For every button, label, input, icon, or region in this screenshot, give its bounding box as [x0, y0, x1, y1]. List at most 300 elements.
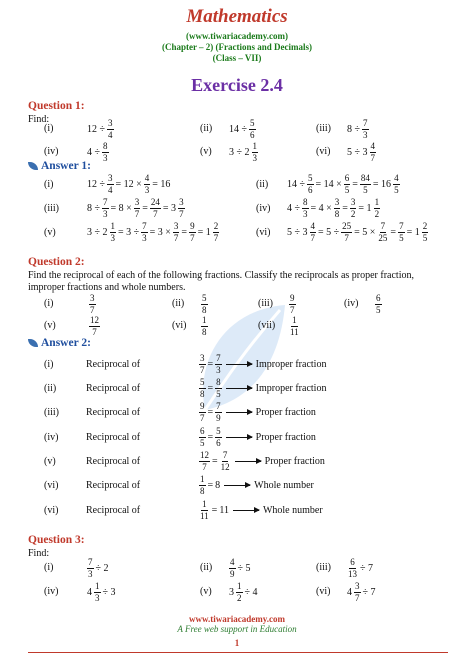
- reciprocal-of-label: Reciprocal of: [86, 456, 141, 467]
- math-text: =: [390, 227, 397, 238]
- denominator: 6: [308, 185, 313, 195]
- fraction: [199, 378, 206, 399]
- denominator: 3: [103, 153, 108, 163]
- numerator: 3: [200, 353, 205, 363]
- math-text: = 3 ÷: [118, 227, 140, 238]
- fraction: [374, 198, 381, 219]
- denominator: 7: [200, 413, 205, 423]
- question-3-heading: Question 3:: [28, 534, 85, 546]
- math-text: =: [342, 203, 348, 214]
- fraction: [215, 354, 222, 375]
- item-label: (iii): [44, 407, 59, 418]
- numerator: 6: [350, 557, 355, 567]
- numerator: 4: [370, 141, 375, 151]
- classification: Whole number: [254, 480, 314, 491]
- website-header: (www.tiwariacademy.com): [186, 31, 288, 41]
- numerator: 8: [216, 377, 221, 387]
- numerator: 3: [90, 293, 95, 303]
- fraction: [199, 475, 206, 496]
- item-label: (i): [44, 298, 54, 309]
- footer-tagline: A Free web support in Education: [177, 624, 297, 634]
- denominator: 7: [200, 365, 205, 375]
- leaf-icon: [28, 162, 38, 170]
- math-text: 4: [87, 587, 92, 598]
- math-expression: [346, 558, 374, 579]
- math-expression: [86, 198, 186, 219]
- footer-divider: [28, 652, 448, 653]
- fraction: [422, 222, 429, 243]
- classification: Whole number: [262, 505, 323, 516]
- item-label: (iii): [44, 203, 59, 214]
- math-text: =: [207, 407, 214, 418]
- numerator: 7: [380, 221, 386, 231]
- item-label: (v): [44, 320, 56, 331]
- reciprocal-of-label: Reciprocal of: [86, 480, 141, 491]
- denominator: 5: [344, 185, 350, 195]
- numerator: 3: [350, 197, 356, 207]
- numerator: 3: [108, 118, 113, 128]
- denominator: 3: [142, 233, 147, 243]
- numerator: 7: [216, 353, 221, 363]
- item-label: (vi): [44, 505, 59, 516]
- numerator: 1: [202, 315, 207, 325]
- denominator: 5: [200, 438, 205, 448]
- item-label: (vi): [44, 480, 59, 491]
- denominator: 7: [213, 233, 219, 243]
- question-3-instruction: Find:: [28, 548, 50, 559]
- math-text: = 3 ×: [149, 227, 171, 238]
- numerator: 4: [310, 221, 315, 231]
- item-label: (i): [44, 179, 54, 190]
- fraction: [178, 198, 185, 219]
- denominator: 13: [348, 569, 357, 579]
- fraction: [110, 222, 117, 243]
- numerator: 7: [222, 450, 228, 460]
- numerator: 25: [342, 221, 352, 231]
- item-label: (vi): [316, 586, 331, 597]
- item-label: (vii): [258, 320, 276, 331]
- item-label: (ii): [44, 383, 57, 394]
- denominator: 7: [179, 209, 184, 219]
- math-text: = 16: [372, 179, 392, 190]
- numerator: 1: [95, 581, 100, 591]
- denominator: 5: [399, 233, 404, 243]
- math-expression: [86, 222, 220, 243]
- fraction: [199, 354, 206, 375]
- denominator: 7: [202, 462, 207, 472]
- fraction: [199, 427, 206, 448]
- item-label: (vi): [172, 320, 187, 331]
- math-expression: [198, 500, 324, 521]
- item-label: (ii): [172, 298, 185, 309]
- math-expression: [286, 198, 381, 219]
- fraction: [310, 222, 317, 243]
- fraction: [107, 119, 114, 140]
- classification: Proper fraction: [255, 407, 316, 418]
- numerator: 3: [355, 581, 360, 591]
- item-label: (v): [200, 586, 212, 597]
- numerator: 7: [216, 401, 221, 411]
- denominator: 8: [200, 486, 205, 496]
- math-text: 5 ÷ 3: [347, 147, 368, 158]
- math-text: ÷ 7: [360, 563, 373, 574]
- denominator: 3: [144, 185, 150, 195]
- numerator: 8: [103, 141, 108, 151]
- math-text: ÷ 2: [95, 563, 109, 574]
- item-label: (iv): [344, 298, 359, 309]
- denominator: 3: [303, 209, 308, 219]
- denominator: 5: [422, 233, 428, 243]
- math-text: 4: [347, 587, 352, 598]
- math-text: =: [207, 432, 214, 443]
- math-expression: [86, 558, 110, 579]
- math-text: =: [207, 359, 214, 370]
- fraction: [141, 222, 148, 243]
- reciprocal-of-label: Reciprocal of: [86, 359, 141, 370]
- arrow-icon: [226, 412, 252, 413]
- arrow-icon: [224, 485, 250, 486]
- numerator: 12: [200, 450, 209, 460]
- numerator: 2: [213, 221, 219, 231]
- fraction: [189, 222, 196, 243]
- math-text: 8 ÷: [347, 124, 360, 135]
- denominator: 7: [310, 233, 315, 243]
- numerator: 3: [179, 197, 184, 207]
- question-1-item: [346, 142, 377, 163]
- math-text: 3: [229, 587, 234, 598]
- math-text: ÷ 4: [244, 587, 258, 598]
- fraction: [150, 198, 161, 219]
- arrow-icon: [233, 510, 259, 511]
- numerator: 1: [292, 315, 297, 325]
- class-header: (Class – VII): [212, 53, 262, 63]
- question-1-item: [228, 142, 259, 163]
- fraction: [215, 378, 222, 399]
- numerator: 4: [230, 557, 235, 567]
- denominator: 4: [108, 185, 113, 195]
- fraction: [201, 294, 208, 315]
- classification: Proper fraction: [255, 432, 316, 443]
- numerator: 1: [110, 221, 115, 231]
- item-label: (ii): [256, 179, 269, 190]
- denominator: 7: [134, 209, 140, 219]
- denominator: 25: [378, 233, 388, 243]
- math-expression: [198, 354, 327, 375]
- math-expression: [286, 174, 401, 195]
- numerator: 6: [376, 293, 381, 303]
- reciprocal-of-label: Reciprocal of: [86, 505, 141, 516]
- item-label: (i): [44, 123, 54, 134]
- numerator: 7: [363, 118, 368, 128]
- item-label: (iv): [256, 203, 271, 214]
- denominator: 3: [110, 233, 115, 243]
- math-text: ÷ 5: [237, 563, 251, 574]
- denominator: 7: [190, 233, 195, 243]
- numerator: 24: [150, 197, 160, 207]
- fraction: [173, 222, 180, 243]
- numerator: 7: [88, 557, 93, 567]
- numerator: 7: [399, 221, 404, 231]
- numerator: 6: [200, 426, 205, 436]
- chapter-header: (Chapter – 2) (Fractions and Decimals): [161, 42, 313, 52]
- math-text: = 12 ×: [115, 179, 142, 190]
- denominator: 5: [216, 389, 221, 399]
- denominator: 8: [200, 389, 205, 399]
- item-label: (v): [44, 456, 56, 467]
- denominator: 7: [355, 593, 360, 603]
- reciprocal-of-label: Reciprocal of: [86, 383, 141, 394]
- arrow-icon: [226, 364, 252, 365]
- item-label: (i): [44, 562, 54, 573]
- fraction: [375, 294, 382, 315]
- math-text: =: [212, 456, 218, 467]
- math-text: 5 ÷ 3: [287, 227, 308, 238]
- fraction: [215, 427, 222, 448]
- denominator: 11: [290, 327, 299, 337]
- item-label: (v): [44, 227, 56, 238]
- denominator: 3: [103, 209, 108, 219]
- item-label: (iv): [44, 146, 59, 157]
- math-text: 4 ÷: [287, 203, 300, 214]
- math-expression: [86, 174, 171, 195]
- numerator: 1: [202, 499, 207, 509]
- exercise-title: Exercise 2.4: [191, 75, 283, 95]
- math-expression: [198, 402, 317, 423]
- fraction: [213, 222, 220, 243]
- denominator: 7: [344, 233, 349, 243]
- fraction: [94, 582, 101, 603]
- classification: Improper fraction: [255, 359, 327, 370]
- fraction: [252, 142, 259, 163]
- item-label: (iii): [316, 123, 331, 134]
- denominator: 3: [95, 593, 100, 603]
- math-text: = 1: [406, 227, 420, 238]
- math-text: 4 ÷: [87, 147, 100, 158]
- numerator: 1: [200, 474, 205, 484]
- item-label: (v): [200, 146, 212, 157]
- numerator: 6: [344, 173, 350, 183]
- answer-2-heading: Answer 2:: [28, 337, 91, 349]
- item-label: (ii): [200, 123, 213, 134]
- item-label: (i): [44, 359, 54, 370]
- fraction: [344, 174, 351, 195]
- item-label: (vi): [256, 227, 271, 238]
- classification: Improper fraction: [255, 383, 327, 394]
- math-text: = 5 ×: [354, 227, 376, 238]
- question-1-item: [346, 119, 370, 140]
- math-text: =: [352, 179, 358, 190]
- fraction: [236, 582, 243, 603]
- question-1-item: [86, 119, 115, 140]
- denominator: 9: [230, 569, 235, 579]
- math-expression: [198, 427, 317, 448]
- numerator: 3: [173, 221, 179, 231]
- denominator: 3: [88, 569, 93, 579]
- numerator: 3: [334, 197, 340, 207]
- item-label: (iv): [44, 586, 59, 597]
- fraction: [215, 402, 222, 423]
- fraction: [354, 582, 361, 603]
- denominator: 7: [90, 305, 95, 315]
- fraction: [199, 402, 206, 423]
- question-2-text: Find the reciprocal of each of the following fractions. Classify the reciprocals as proper fraction, improper fractions and whole numbers.: [28, 270, 414, 293]
- question-2-heading: Question 2:: [28, 256, 85, 268]
- item-label: (iii): [258, 298, 273, 309]
- item-label: (ii): [200, 562, 213, 573]
- numerator: 4: [144, 173, 150, 183]
- page-number: 1: [234, 638, 240, 648]
- math-text: =: [181, 227, 188, 238]
- denominator: 3: [216, 365, 221, 375]
- fraction: [393, 174, 400, 195]
- math-expression: [228, 582, 259, 603]
- math-text: = 14 ×: [315, 179, 342, 190]
- numerator: 5: [202, 293, 207, 303]
- numerator: 84: [360, 173, 370, 183]
- math-text: 3 ÷ 2: [229, 147, 250, 158]
- numerator: 3: [134, 197, 140, 207]
- fraction: [362, 119, 369, 140]
- fraction: [289, 294, 296, 315]
- fraction: [144, 174, 151, 195]
- question-1-instruction: Find:: [28, 114, 50, 125]
- arrow-icon: [235, 461, 261, 462]
- item-label: (iii): [316, 562, 331, 573]
- page-title: Mathematics: [186, 6, 288, 27]
- numerator: 1: [252, 141, 257, 151]
- math-text: =: [142, 203, 148, 214]
- fraction: [289, 316, 300, 337]
- denominator: 7: [173, 233, 179, 243]
- fraction: [201, 316, 208, 337]
- denominator: 7: [290, 305, 295, 315]
- numerator: 8: [303, 197, 308, 207]
- math-text: = 1: [358, 203, 372, 214]
- math-expression: [198, 451, 326, 472]
- denominator: 11: [200, 511, 209, 521]
- numerator: 3: [108, 173, 113, 183]
- numerator: 7: [103, 197, 108, 207]
- numerator: 9: [200, 401, 205, 411]
- math-text: = 3: [162, 203, 177, 214]
- math-expression: [198, 378, 327, 399]
- math-text: = 5 ÷: [318, 227, 340, 238]
- denominator: 5: [363, 185, 368, 195]
- math-text: 12 ÷: [87, 179, 105, 190]
- reciprocal-of-label: Reciprocal of: [86, 407, 141, 418]
- math-text: 14 ÷: [229, 124, 247, 135]
- math-expression: [346, 582, 377, 603]
- fraction: [341, 222, 352, 243]
- denominator: 8: [202, 305, 207, 315]
- math-text: = 8 ×: [110, 203, 132, 214]
- denominator: 5: [376, 305, 381, 315]
- item-label: (vi): [316, 146, 331, 157]
- denominator: 3: [363, 130, 368, 140]
- fraction: [87, 558, 94, 579]
- fraction: [360, 174, 371, 195]
- denominator: 12: [220, 462, 230, 472]
- fraction: [107, 174, 114, 195]
- fraction: [302, 198, 309, 219]
- math-text: 11: [219, 505, 229, 516]
- math-text: ÷ 3: [102, 587, 116, 598]
- numerator: 4: [394, 173, 399, 183]
- arrow-icon: [226, 388, 252, 389]
- numerator: 5: [250, 118, 255, 128]
- numerator: 5: [308, 173, 313, 183]
- denominator: 6: [216, 438, 221, 448]
- leaf-icon: [28, 339, 38, 347]
- math-expression: [198, 475, 315, 496]
- fraction: [229, 558, 236, 579]
- fraction: [199, 500, 210, 521]
- denominator: 8: [202, 327, 207, 337]
- numerator: 5: [200, 377, 205, 387]
- math-text: 12 ÷: [87, 124, 105, 135]
- numerator: 5: [216, 426, 221, 436]
- math-text: =: [211, 505, 218, 516]
- fraction: [370, 142, 377, 163]
- math-text: = 1: [197, 227, 211, 238]
- math-text: 3 ÷ 2: [87, 227, 108, 238]
- numerator: 9: [290, 293, 295, 303]
- math-text: 14 ÷: [287, 179, 305, 190]
- math-expression: [286, 222, 429, 243]
- denominator: 7: [153, 209, 158, 219]
- numerator: 1: [237, 581, 242, 591]
- math-text: ÷ 7: [362, 587, 376, 598]
- fraction: [220, 451, 231, 472]
- math-text: = 4 ×: [310, 203, 332, 214]
- fraction: [347, 558, 358, 579]
- fraction: [307, 174, 314, 195]
- denominator: 3: [252, 153, 257, 163]
- fraction: [334, 198, 341, 219]
- numerator: 2: [422, 221, 428, 231]
- math-text: =: [207, 383, 214, 394]
- math-expression: [86, 582, 117, 603]
- fraction: [350, 198, 357, 219]
- arrow-icon: [226, 437, 252, 438]
- denominator: 7: [92, 327, 97, 337]
- math-text: = 16: [152, 179, 171, 190]
- denominator: 2: [237, 593, 242, 603]
- footer-website: www.tiwariacademy.com: [189, 614, 285, 624]
- fraction: [89, 294, 96, 315]
- math-text: 8 ÷: [87, 203, 100, 214]
- question-1-heading: Question 1:: [28, 100, 85, 112]
- denominator: 8: [334, 209, 340, 219]
- numerator: 9: [190, 221, 195, 231]
- math-text: 8: [215, 480, 221, 491]
- fraction: [102, 198, 109, 219]
- fraction: [398, 222, 405, 243]
- classification: Proper fraction: [264, 456, 325, 467]
- denominator: 2: [374, 209, 380, 219]
- denominator: 6: [250, 130, 255, 140]
- fraction: [102, 142, 109, 163]
- fraction: [377, 222, 388, 243]
- denominator: 2: [350, 209, 356, 219]
- answer-1-heading: Answer 1:: [28, 160, 91, 172]
- reciprocal-of-label: Reciprocal of: [86, 432, 141, 443]
- numerator: 1: [374, 197, 380, 207]
- fraction: [89, 316, 100, 337]
- denominator: 9: [216, 413, 221, 423]
- math-expression: [228, 558, 252, 579]
- math-text: =: [207, 480, 214, 491]
